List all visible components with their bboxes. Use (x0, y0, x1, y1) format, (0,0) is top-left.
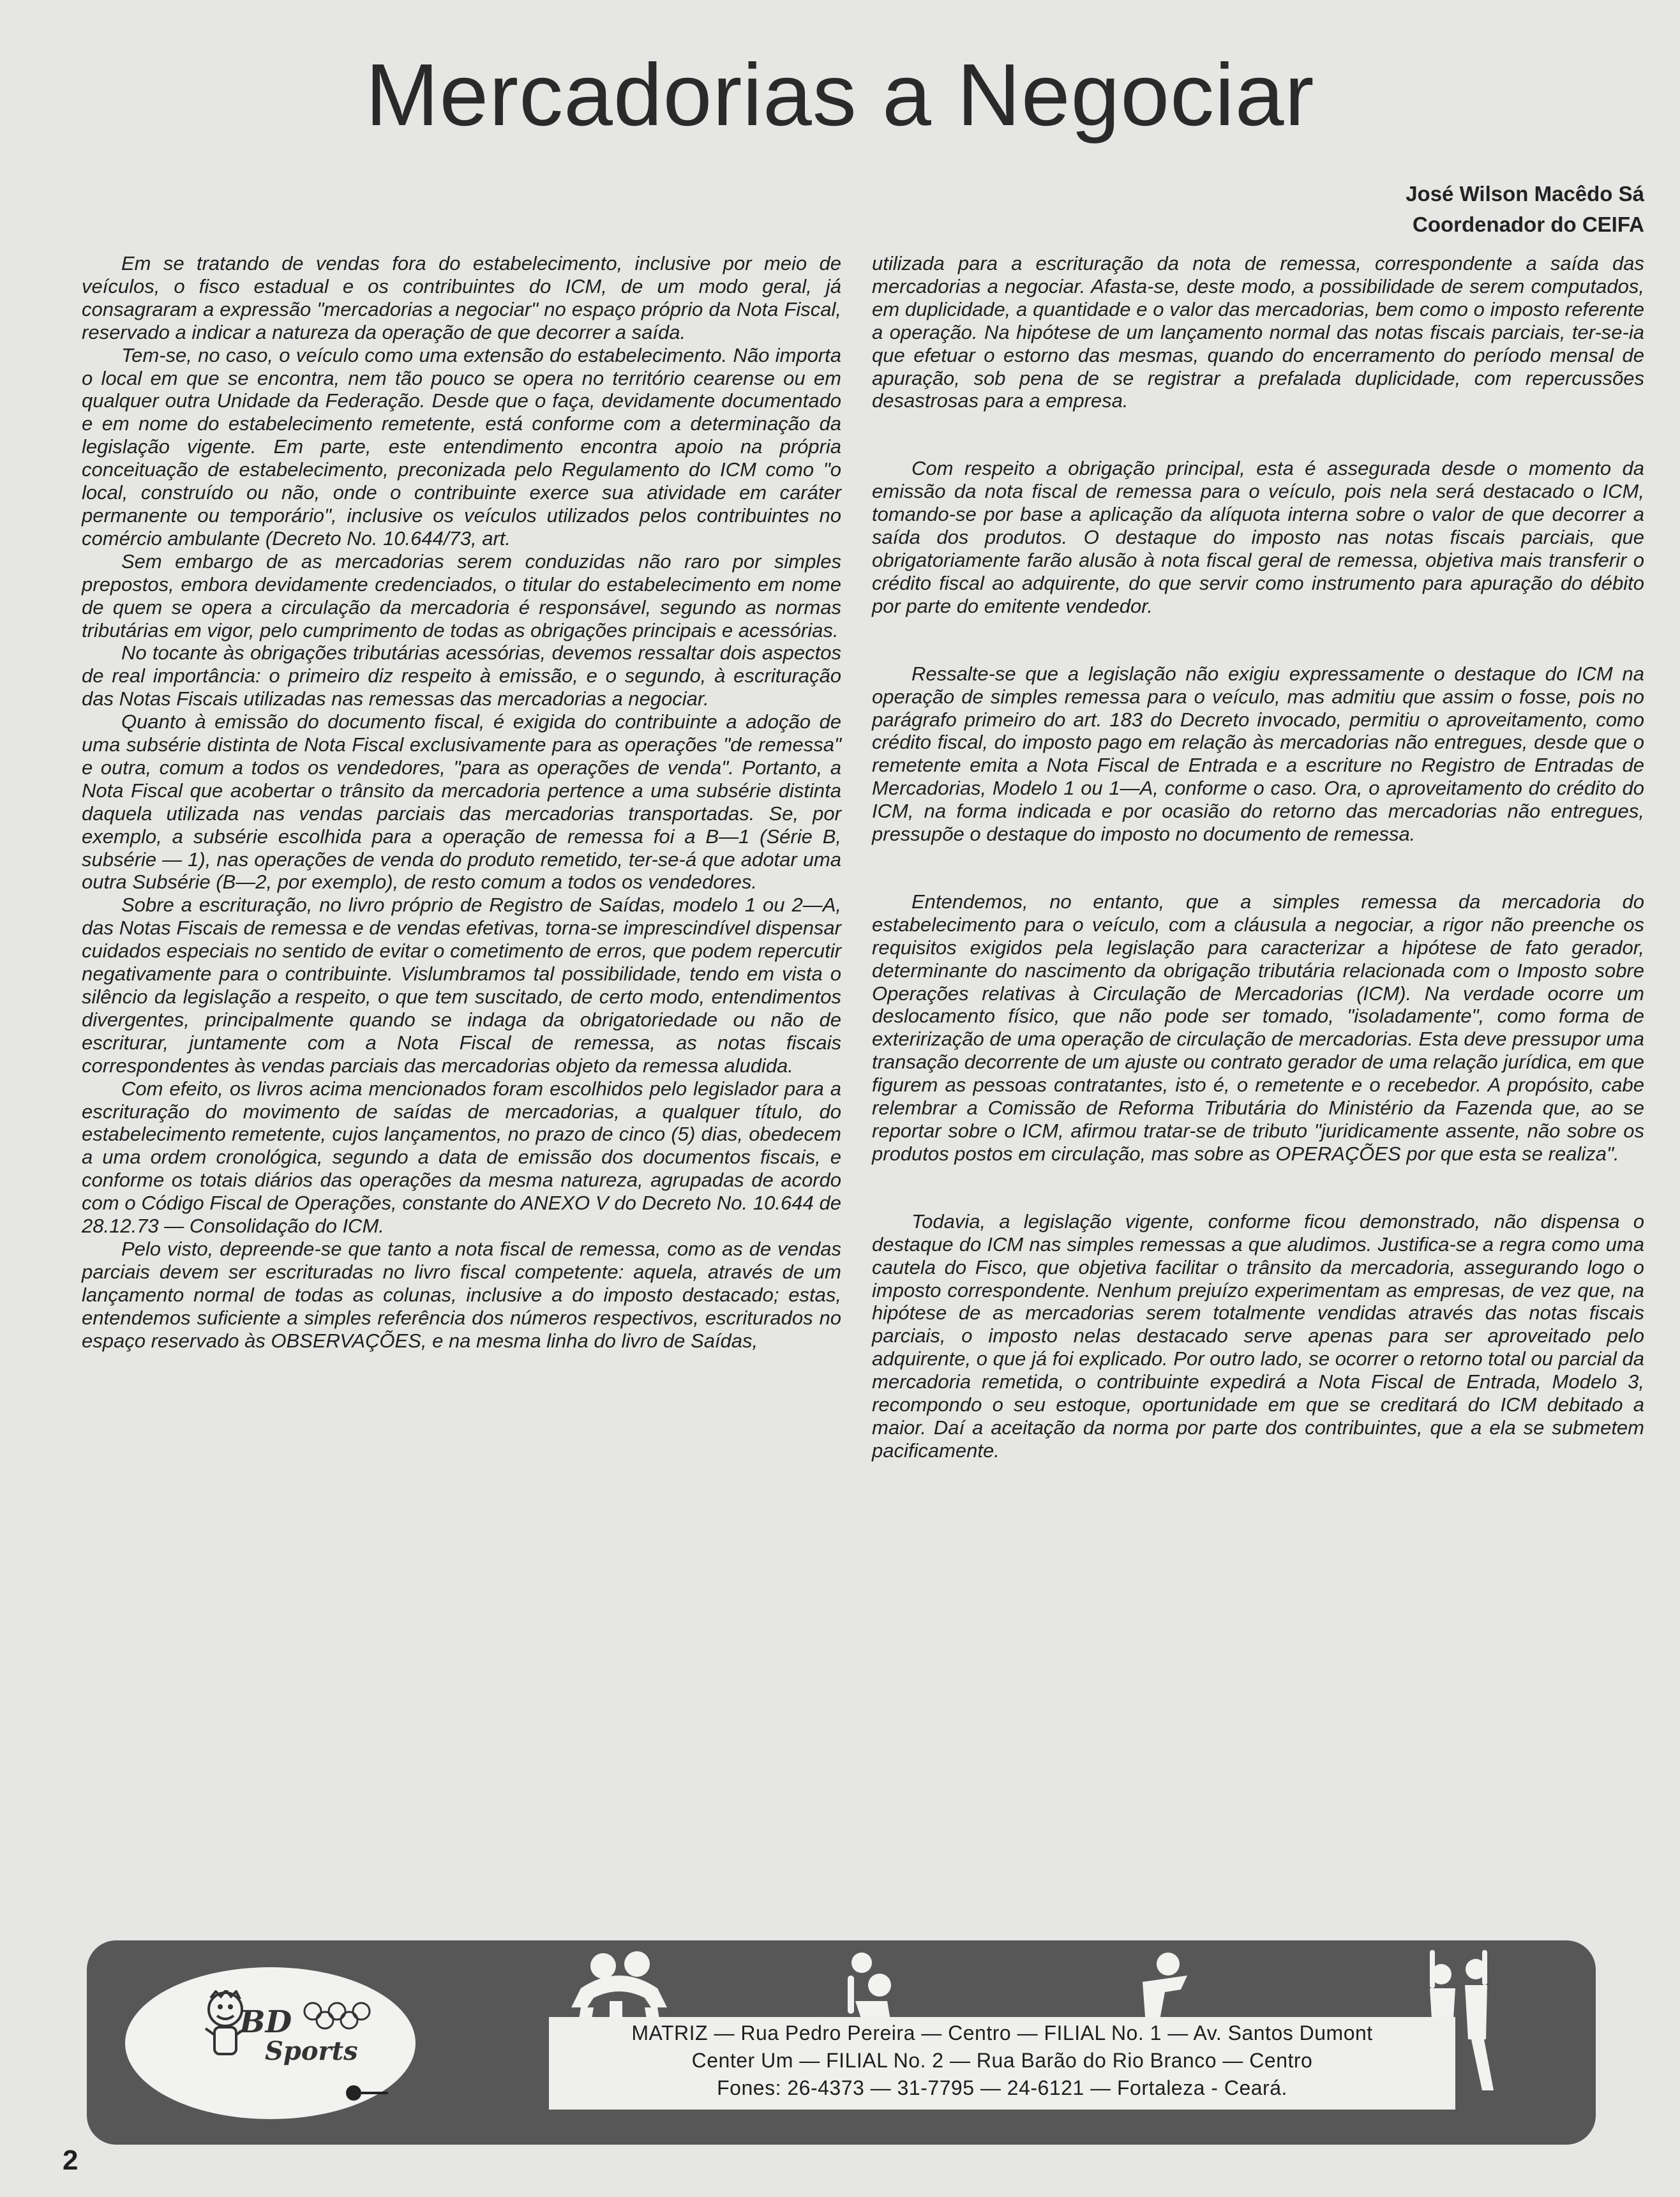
paragraph: Entendemos, no entanto, que a simples remessa da mercadoria do estabelecimento para o veículo, com a cláusula a negociar, a rigor não preenche os requisitos exigidos pela legislação para caracterizar a hipótese de fato gerador, determinante do nascimento da obrigação tributária relacionada com o Imposto sobre Operações relativas à Circulação de Mercadorias (ICM). Na verdade ocorre um deslocamento físico, que não pode ser tomado, "isoladamente", como forma de exterirização de uma operação de circulação de mercadorias. Esta deve pressupor uma transação decorrente de um ajuste ou contrato gerador de uma relação jurídica, em que figurem as pessoas contratantes, isto é, o remetente e o recebedor. A propósito, cabe relembrar a Comissão de Reforma Tributária do Ministério da Fazenda que, ao se reportar sobre o ICM, afirmou tratar-se de tributo "juridicamente assente, não sobre os produtos postos em circulação, mas sobre as OPERAÇÕES por que esta se realiza". (872, 890, 1644, 1165)
olympic-rings-icon (300, 2001, 377, 2033)
right-column (872, 252, 1644, 1507)
paragraph: Pelo visto, depreende-se que tanto a nota fiscal de remessa, como as de vendas parciais devem ser escrituradas no livro fiscal competente: aquela, através de um lançamento normal de todas as colunas, inclusive a do imposto destacado; estas, entendemos suficiente a simples referência dos números respectivos, escriturados no espaço reservado às OBSERVAÇÕES, e na mesma linha do livro de Saídas, (82, 1237, 841, 1352)
author-name: José Wilson Macêdo Sá (1406, 182, 1644, 206)
paragraph: Sobre a escrituração, no livro próprio de Registro de Saídas, modelo 1 ou 2—A, das Notas Fiscais de remessa e de vendas efetivas, torna-se imprescindível dispensar cuidados especiais no sentido de evitar o cometimento de erros, que podem repercutir negativamente para o contribuinte. Vislumbramos tal possibilidade, tendo em vista o silêncio da legislação a respeito, o que tem suscitado, de certo modo, entendimentos divergentes, principalmente quando se indaga da obrigatoriedade ou não de escriturar, juntamente com a Nota Fiscal de remessa, as notas fiscais correspondentes às vendas parciais das mercadorias objeto da remessa aludida. (82, 894, 841, 1077)
paragraph: Ressalte-se que a legislação não exigiu expressamente o destaque do ICM na operação de simples remessa para o veículo, mas admitiu que assim o fosse, pois no parágrafo primeiro do art. 183 do Decreto invocado, permitiu o aproveitamento, como crédito fiscal, do imposto pago em relação às mercadorias não entregues, desde que o remetente emita a Nota Fiscal de Entrada e a escriture no Registro de Entradas de Mercadorias, Modelo 1 ou 1—A, conforme o caso. Ora, o aproveitamento do crédito do ICM, na forma indicada e por ocasião do retorno das mercadorias não entregues, pressupõe o destaque do imposto no documento de remessa. (872, 662, 1644, 846)
logo-line-1: BD (239, 2004, 292, 2040)
address-line: MATRIZ — Rua Pedro Pereira — Centro — FILIAL No. 1 — Av. Santos Dumont (631, 2021, 1373, 2044)
address-line: Center Um — FILIAL No. 2 — Rua Barão do Rio Branco — Centro (691, 2049, 1313, 2072)
page-number: 2 (63, 2145, 79, 2176)
author-role: Coordenador do CEIFA (1413, 213, 1644, 236)
paragraph: Tem-se, no caso, o veículo como uma extensão do estabelecimento. Não importa o local em que se encontra, nem tão pouco se opera no território cearense ou em qualquer outra Unidade da Federação. Desde que o faça, devidamente documentado e em nome do estabelecimento remetente, está conforme com a determinação da legislação vigente. Em parte, este entendimento encontra apoio na própria conceituação de estabelecimento, preconizada pelo Regulamento do ICM como "o local, construído ou não, onde o contribuinte exerce sua atividade em caráter permanente ou temporário", inclusive os veículos utilizados pelos contribuintes no comércio ambulante (Decreto No. 10.644/73, art. (82, 343, 841, 550)
address-box (549, 2017, 1455, 2110)
paragraph: Com efeito, os livros acima mencionados foram escolhidos pelo legislador para a escrituração do movimento de saídas de mercadorias, a qualquer título, do estabelecimento remetente, cujos lançamentos, no prazo de cinco (5) dias, obedecem a uma ordem cronológica, segundo a data de emissão dos documentos fiscais, e conforme os totais diários das operações da mesma natureza, agrupadas de acordo com o Código Fiscal de Operações, constante do ANEXO V do Decreto No. 10.644 de 28.12.73 — Consolidação do ICM. (82, 1077, 841, 1238)
paragraph: Sem embargo de as mercadorias serem conduzidas não raro por simples prepostos, embora devidamente credenciados, o titular do estabelecimento em nome de quem se opera a circulação da mercadoria é responsável, segundo as normas tributárias em vigor, pelo cumprimento de todas as obrigações principais e acessórias. (82, 550, 841, 641)
left-column (82, 252, 841, 1353)
paragraph: utilizada para a escrituração da nota de remessa, correspondente a saída das mercadorias a negociar. Afasta-se, deste modo, a possibilidade de serem computados, em duplicidade, a quantidade e o valor das mercadorias, bem como o imposto referente a operação. Na hipótese de um lançamento normal das notas fiscais parciais, ter-se-ia que efetuar o estorno das mesmas, quando do encerramento do período mensal de apuração, sob pena de se registrar a prefalada duplicidade, com repercussões desastrosas para a empresa. (872, 252, 1644, 412)
hockey-puck-icon (345, 2082, 389, 2104)
phone-line: Fones: 26-4373 — 31-7795 — 24-6121 — Fortaleza - Ceará. (717, 2076, 1287, 2099)
logo-line-2: Sports (265, 2036, 358, 2066)
article-title: Mercadorias a Negociar (365, 46, 1315, 144)
paragraph: Com respeito a obrigação principal, esta é assegurada desde o momento da emissão da nota fiscal de remessa para o veículo, pois nela será destacado o ICM, tomando-se por base a aplicação da alíquota interna sobre o valor de que decorrer a saída dos produtos. O destaque do imposto nas notas fiscais parciais, que obrigatoriamente farão alusão à nota fiscal geral de remessa, objetiva mais transferir o crédito fiscal ao adquirente, do que servir como instrumento para apuração do débito por parte do emitente vendedor. (872, 457, 1644, 617)
paragraph: Todavia, a legislação vigente, conforme ficou demonstrado, não dispensa o destaque do ICM nas simples remessas a que aludimos. Justifica-se a regra como uma cautela do Fisco, que objetiva facilitar o trânsito da mercadoria, assegurando logo o imposto correspondente. Nenhum prejuízo experimentam as empresas, de vez que, na hipótese de as mercadorias serem totalmente vendidas através das notas fiscais parciais, o imposto nelas destacado serve apenas para ser aproveitado pelo adquirente, o que já foi explicado. Por outro lado, se ocorrer o retorno total ou parcial da mercadoria remetida, o contribuinte expedirá a Nota Fiscal de Entrada, Modelo 3, recompondo o seu estoque, oportunidade em que se creditará do ICM debitado a maior. Daí a aceitação da norma por parte dos contribuintes, que a ela se submetem pacificamente. (872, 1210, 1644, 1462)
paragraph: Quanto à emissão do documento fiscal, é exigida do contribuinte a adoção de uma subsérie distinta de Nota Fiscal exclusivamente para as operações "de remessa" e outra, comum a todos os vendedores, "para as operações de venda". Portanto, a Nota Fiscal que acobertar o trânsito da mercadoria pertence a uma subsérie distinta daquela utilizada nas vendas parciais das mercadorias transportadas. Se, por exemplo, a subsérie escolhida para a operação de remessa foi a B—1 (Série B, subsérie — 1), nas operações de venda do produto remetido, ter-se-á que adotar uma outra Subsérie (B—2, por exemplo), de resto comum a todos os vendedores. (82, 710, 841, 894)
paragraph: Em se tratando de vendas fora do estabelecimento, inclusive por meio de veículos, o fisco estadual e os contribuintes do ICM, de um modo geral, já consagraram a expressão "mercadorias a negociar" no espaço próprio da Nota Fiscal, reservado a indicar a natureza da operação de que decorrer a saída. (82, 252, 841, 343)
byline (1406, 179, 1644, 240)
paragraph: No tocante às obrigações tributárias acessórias, devemos ressaltar dois aspectos de real importância: o primeiro diz respeito à emissão, e o segundo, à escrituração das Notas Fiscais utilizadas nas remessas das mercadorias a negociar. (82, 641, 841, 710)
